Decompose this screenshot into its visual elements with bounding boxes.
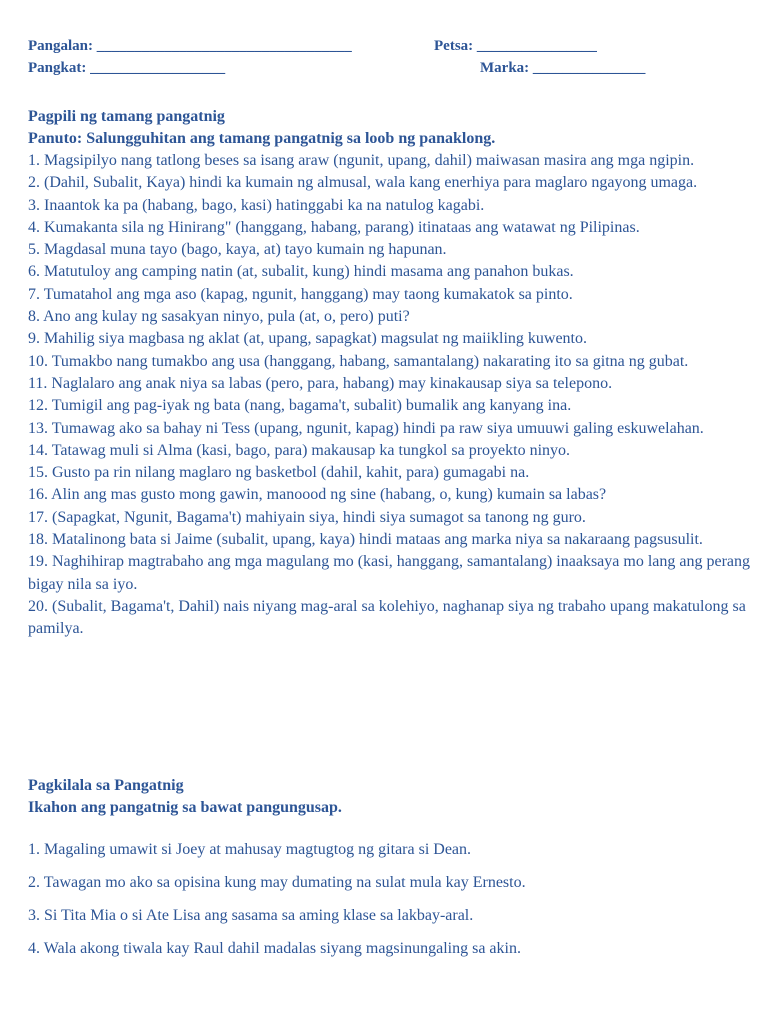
section1-item: 14. Tatawag muli si Alma (kasi, bago, para) makausap ka tungkol sa proyekto ninyo. — [28, 441, 571, 459]
section1-item: 11. Naglalaro ang anak niya sa labas (pero, para, habang) may kinakausap siya sa telepono. — [28, 374, 613, 392]
section2-item-list — [28, 839, 758, 960]
section1-item: 17. (Sapagkat, Ngunit, Bagama't) mahiyain siya, hindi siya sumagot sa tanong ng guro. — [28, 508, 586, 526]
section2-item: 2. Tawagan mo ako sa opisina kung may dumating na sulat mula kay Ernesto. — [28, 874, 526, 891]
section1-item-list — [28, 150, 758, 641]
section1-item: 6. Matutuloy ang camping natin (at, subalit, kung) hindi masama ang panahon bukas. — [28, 263, 574, 281]
group-field: Pangkat: __________________ — [28, 60, 226, 76]
section1-item: 5. Magdasal muna tayo (bago, kaya, at) tayo kumain ng hapunan. — [28, 241, 447, 259]
section1-item: 4. Kumakanta sila ng Hinirang" (hanggang, habang, parang) itinataas ang watawat ng Pilipinas. — [28, 218, 640, 236]
grade-field: Marka: _______________ — [480, 60, 646, 76]
section1-item: 7. Tumatahol ang mga aso (kapag, ngunit, hanggang) may taong kumakatok sa pinto. — [28, 285, 573, 303]
section1-item: 13. Tumawag ako sa bahay ni Tess (upang, ngunit, kapag) hindi pa raw siya umuuwi galing eskuwelahan. — [28, 419, 704, 437]
section1-instruction: Panuto: Salungguhitan ang tamang pangatnig sa loob ng panaklong. — [28, 130, 496, 147]
section1-item: 12. Tumigil ang pag-iyak ng bata (nang, bagama't, subalit) bumalik ang kanyang ina. — [28, 397, 572, 415]
section2-item: 3. Si Tita Mia o si Ate Lisa ang sasama sa aming klase sa lakbay-aral. — [28, 907, 474, 924]
section1-item: 16. Alin ang mas gusto mong gawin, manoood ng sine (habang, o, kung) kumain sa labas? — [28, 486, 607, 504]
section2-title: Pagkilala sa Pangatnig — [28, 777, 184, 794]
section2-item: 1. Magaling umawit si Joey at mahusay magtugtog ng gitara si Dean. — [28, 841, 472, 858]
section1-item: 10. Tumakbo nang tumakbo ang usa (hanggang, habang, samantalang) nakarating ito sa gitna ng gubat. — [28, 352, 689, 370]
section1-item: 20. (Subalit, Bagama't, Dahil) nais niyang mag-aral sa kolehiyo, naghanap siya ng trabaho upang makatulong sa pamilya. — [28, 597, 746, 638]
section1-item: 18. Matalinong bata si Jaime (subalit, upang, kaya) hindi mataas ang marka niya sa nakaraang pagsusulit. — [28, 531, 703, 549]
section1-item: 9. Mahilig siya magbasa ng aklat (at, upang, sapagkat) magsulat ng maiikling kuwento. — [28, 330, 587, 348]
section1-item: 3. Inaantok ka pa (habang, bago, kasi) hatinggabi ka na natulog kagabi. — [28, 196, 485, 214]
section-choose-conjunction — [28, 106, 758, 641]
section1-item: 19. Naghihirap magtrabaho ang mga magulang mo (kasi, hanggang, samantalang) inaaksaya mo lang ang perang bigay nila sa iyo. — [28, 553, 750, 593]
section1-title: Pagpili ng tamang pangatnig — [28, 108, 225, 125]
date-field: Petsa: ________________ — [434, 38, 597, 54]
name-field: Pangalan: __________________________________ — [28, 38, 352, 54]
section1-item: 8. Ano ang kulay ng sasakyan ninyo, pula (at, o, pero) puti? — [28, 308, 410, 326]
section1-item: 15. Gusto pa rin nilang maglaro ng basketbol (dahil, kahit, para) gumagabi na. — [28, 464, 530, 482]
section1-item: 2. (Dahil, Subalit, Kaya) hindi ka kumain ng almusal, wala kang enerhiya para maglaro ngayong umaga. — [28, 174, 698, 192]
section1-item: 1. Magsipilyo nang tatlong beses sa isang araw (ngunit, upang, dahil) maiwasan masira ang mga ngipin. — [28, 152, 695, 169]
section-identify-conjunction — [28, 775, 758, 971]
section2-item: 4. Wala akong tiwala kay Raul dahil madalas siyang magsinungaling sa akin. — [28, 940, 521, 957]
section2-instruction: Ikahon ang pangatnig sa bawat pangungusap. — [28, 799, 342, 816]
